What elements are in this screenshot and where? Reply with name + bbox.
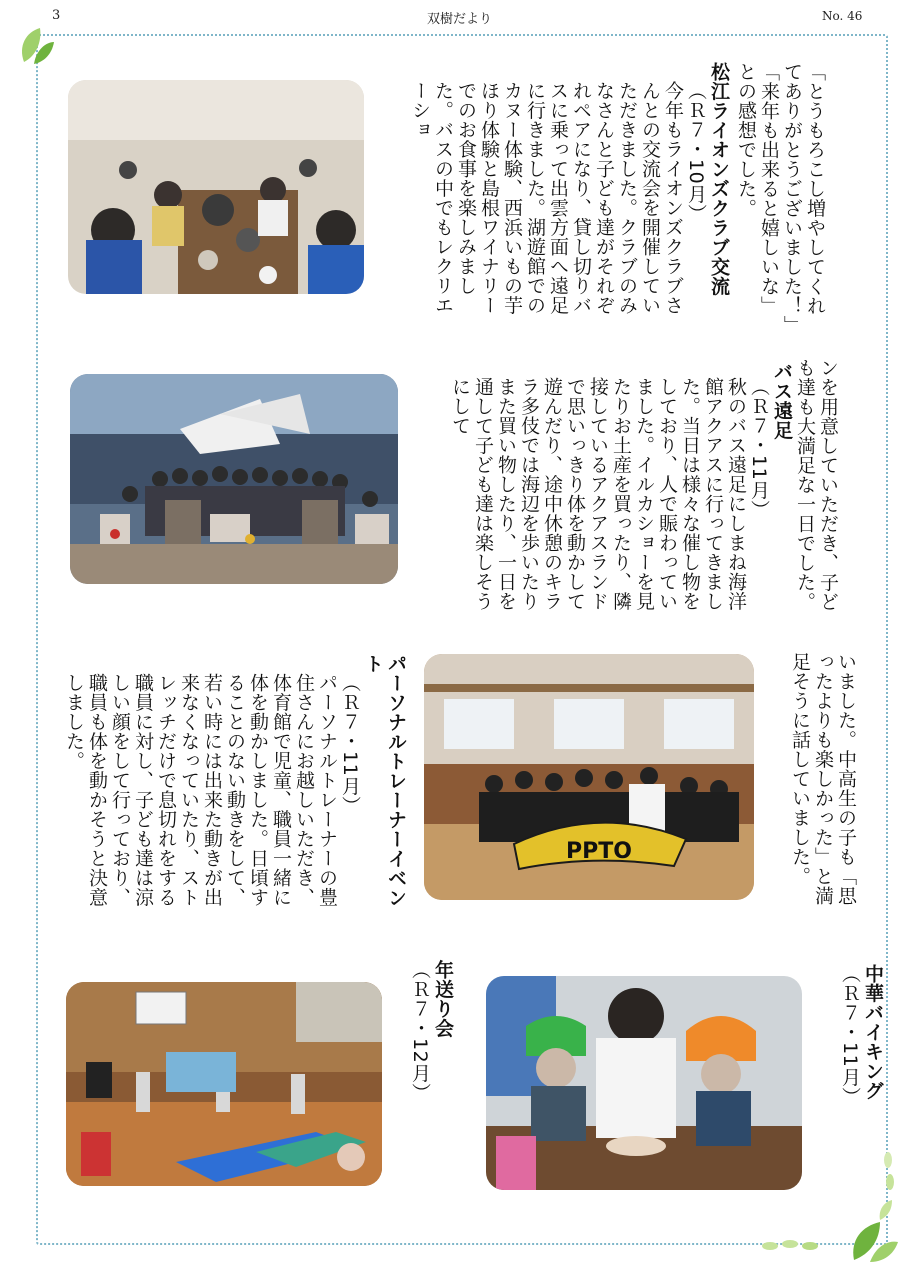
photo-year-end-party	[66, 982, 382, 1186]
chinese-buffet-caption	[838, 964, 884, 1234]
lions-body-cont: ンを用意していただき、子ども達も大満足な一日でした。	[794, 358, 839, 612]
page-header	[0, 6, 919, 26]
bus-trip-date: （Ｒ７・11月）	[748, 377, 770, 520]
bus-trip-cont-block	[788, 652, 857, 922]
year-end-caption	[408, 960, 454, 1230]
ppto-banner-text: PPTO	[566, 839, 632, 864]
year-end-heading: 年送り会	[432, 960, 454, 1038]
top-text-block	[408, 62, 826, 332]
leaf-decoration-icon	[760, 1232, 840, 1256]
newsletter-title: 双樹だより	[426, 12, 492, 27]
issue-number: No. 46	[822, 9, 863, 23]
year-end-date: （Ｒ７・12月）	[409, 960, 431, 1103]
bus-trip-body-cont: いました。中高生の子も「思ったよりも楽しかった」と満足そうに話していました。	[789, 652, 857, 906]
strawberry-section-tail: 「とうもろこし増やしてくれてありがとうございました！」「来年も出来ると嬉しいな」との感想でした。	[735, 62, 826, 326]
trainer-text-block	[62, 654, 407, 924]
page-number: 3	[52, 8, 61, 23]
bus-trip-heading: バス遠足	[771, 362, 793, 440]
photo-personal-trainer-event	[424, 654, 754, 900]
middle-text-block	[448, 358, 839, 628]
chinese-buffet-heading: 中華バイキング	[862, 964, 884, 1101]
photo-bus-trip-group	[70, 374, 398, 584]
photo-chinese-buffet	[486, 976, 802, 1190]
photo-lions-club-lunch	[68, 80, 364, 294]
trainer-date: （Ｒ７・11月）	[339, 673, 361, 816]
lions-heading: 松江ライオンズクラブ交流	[708, 62, 730, 296]
lions-body: 今年もライオンズクラブさんとの交流会を開催していただきました。クラブのみなさんと子ども達がそれぞれペアになり、貸し切りバスに乗って出雲方面へ遠足に行きました。湖遊館でのカヌー体験、西浜いもの芋ほり体験と島根ワイナリーでのお食事を楽しみました。バスの中でもレクリエーショ	[409, 81, 684, 315]
leaf-decoration-icon	[16, 24, 56, 68]
chinese-buffet-date: （Ｒ７・11月）	[839, 964, 861, 1107]
bus-trip-body: 秋のバス遠足にしまね海洋館アクアスに行ってきました。当日は様々な催し物をしており、人で賑わっていました。イルカショーを見たりお土産を買ったり、隣接しているアクアスランドで思いっきり体を動かして遊んだり、途中休憩のキララ多伎では海辺を歩いたりまた買い物したり、一日を通して子ども達は楽しそうにして	[449, 377, 747, 611]
lions-date: （Ｒ７・10月）	[685, 81, 707, 224]
trainer-heading: パーソナルトレーナーイベント	[362, 654, 407, 908]
trainer-body: パーソナルトレーナーの豊住さんにお越しいただき、体育館で児童、職員一緒に体を動かしました。日頃することのない動きをして、若い時には出来た動きが出来なくなっていたり、ストレッチだけで息切れをする職員に対し、子ども達は涼しい顔をして行っており、職員も体を動かそうと決意しました。	[63, 673, 338, 907]
